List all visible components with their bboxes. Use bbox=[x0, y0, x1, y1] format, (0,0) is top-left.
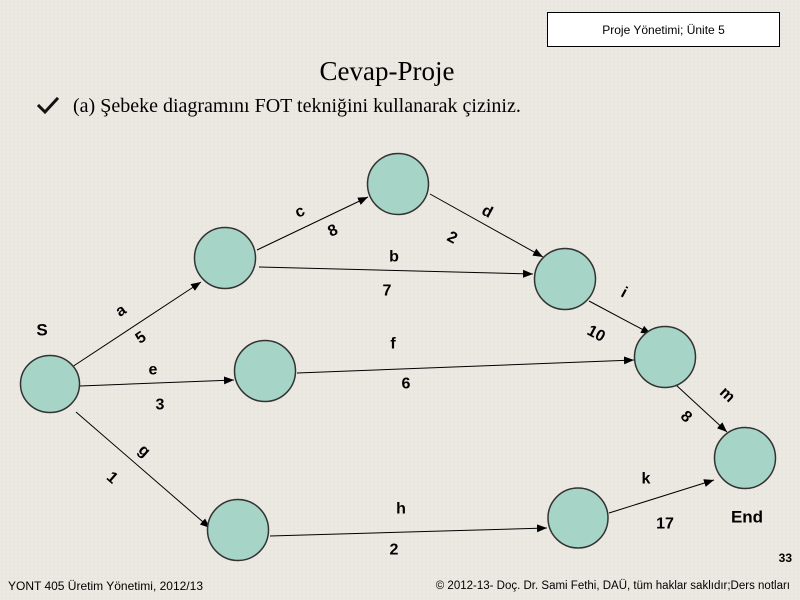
activity-g-label: g bbox=[134, 441, 154, 461]
activity-b-duration: 7 bbox=[382, 282, 392, 300]
event-node-4 bbox=[535, 249, 596, 310]
activity-e-label: e bbox=[148, 361, 158, 379]
activity-k-duration: 17 bbox=[656, 515, 674, 533]
event-node-2 bbox=[195, 228, 256, 289]
event-node-8 bbox=[208, 500, 269, 561]
slide-title: Cevap-Proje bbox=[319, 56, 455, 86]
end-label: End bbox=[730, 507, 764, 527]
activity-f-arrow bbox=[297, 360, 634, 373]
footer-copyright: © 2012-13- Doç. Dr. Sami Fethi, DAÜ, tüm haklar saklıdır;Ders notları bbox=[435, 580, 790, 592]
activity-d-label: d bbox=[478, 202, 496, 222]
activity-a-label: a bbox=[112, 301, 130, 321]
activity-c-duration: 8 bbox=[325, 221, 341, 241]
unit-box-text: Proje Yönetimi; Ünite 5 bbox=[602, 22, 725, 37]
activity-g-arrow bbox=[76, 412, 210, 528]
activity-g-duration: 1 bbox=[103, 468, 121, 488]
event-node-6 bbox=[635, 327, 696, 388]
event-node-5 bbox=[235, 341, 296, 402]
activity-c-label: c bbox=[292, 202, 308, 222]
activity-a-arrow bbox=[72, 282, 201, 367]
activity-h-arrow bbox=[270, 528, 547, 536]
start-label: S bbox=[36, 320, 48, 340]
event-node-start bbox=[21, 356, 80, 413]
activity-f-duration: 6 bbox=[401, 375, 411, 393]
activity-e-duration: 3 bbox=[155, 396, 165, 414]
footer-course: YONT 405 Üretim Yönetimi, 2012/13 bbox=[8, 579, 203, 593]
activity-i-duration: 10 bbox=[584, 322, 608, 346]
event-node-3 bbox=[368, 154, 429, 215]
activity-h-label: h bbox=[396, 500, 406, 518]
activity-m-label: m bbox=[715, 383, 739, 407]
activity-b-arrow bbox=[259, 267, 533, 274]
activity-b-label: b bbox=[389, 248, 399, 266]
activity-f-label: f bbox=[390, 335, 396, 353]
bullet-text: (a) Şebeke diagramını FOT tekniğini kullanarak çiziniz. bbox=[73, 95, 521, 117]
activity-i-label: i bbox=[618, 284, 630, 302]
page-number: 33 bbox=[778, 551, 792, 565]
activity-h-duration: 2 bbox=[389, 541, 399, 559]
activity-c-arrow bbox=[257, 197, 368, 250]
event-node-end bbox=[715, 428, 776, 489]
activity-d-duration: 2 bbox=[444, 228, 460, 248]
event-node-9 bbox=[548, 488, 608, 548]
activity-m-duration: 8 bbox=[676, 407, 696, 427]
activity-k-arrow bbox=[609, 480, 714, 513]
activity-e-arrow bbox=[80, 380, 234, 386]
activity-a-duration: 5 bbox=[132, 328, 150, 348]
activity-k-label: k bbox=[641, 470, 651, 488]
